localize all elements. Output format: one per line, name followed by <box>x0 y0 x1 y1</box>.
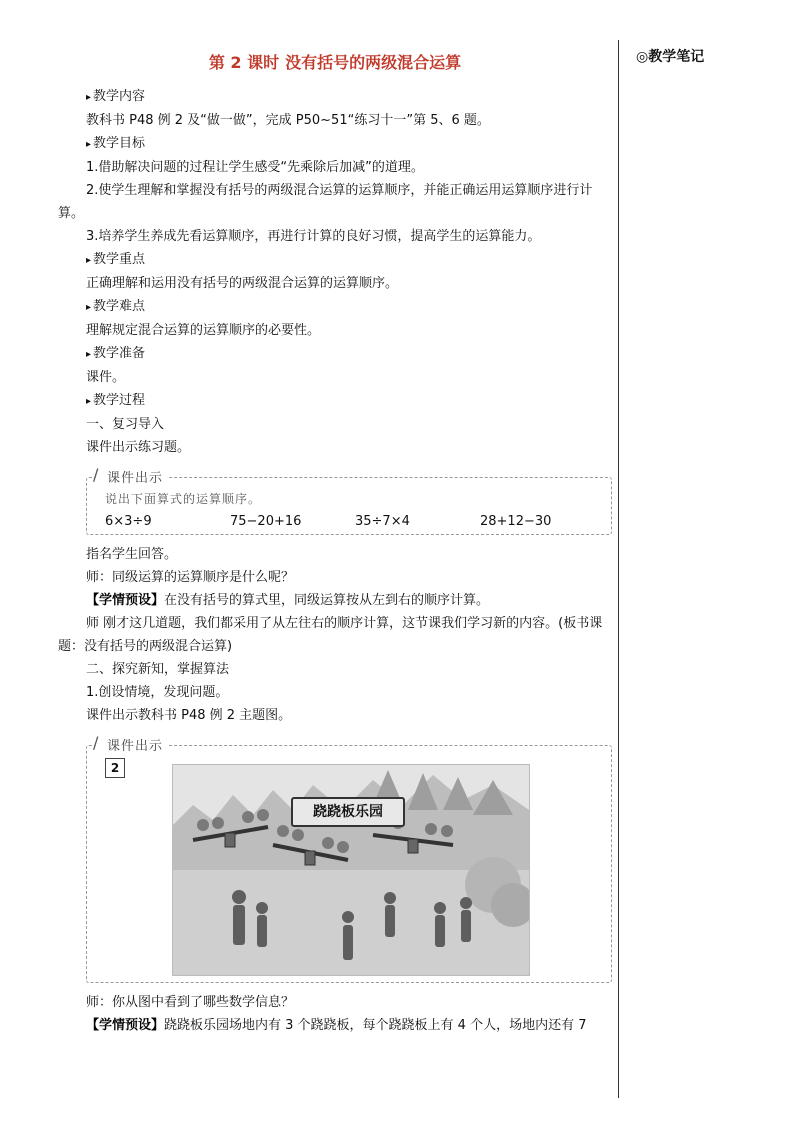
section-2-title: 二、探究新知，掌握算法 <box>86 662 230 677</box>
text-line: 【学情预设】跷跷板乐园场地内有 3 个跷跷板，每个跷跷板上有 4 个人，场地内还有 7 <box>86 1018 587 1033</box>
section-1-title: 一、复习导入 <box>86 417 165 432</box>
text-line: 指名学生回答。 <box>86 547 178 562</box>
courseware-box-image <box>86 733 612 983</box>
notes-column-title: ◎教学笔记 <box>636 49 705 65</box>
heading-key-points: ▸ 教学重点 <box>58 248 612 272</box>
page-title <box>58 50 612 73</box>
section-1-text: 课件出示练习题。 <box>86 440 191 455</box>
box-tab: / 课件出示 <box>95 735 169 754</box>
preset-label: 【学情预设】 <box>86 593 165 608</box>
tab-slash-icon: / <box>93 465 100 484</box>
lesson-topic: 没有括号的两级混合运算 <box>285 53 462 72</box>
lesson-number: 第 2 课时 <box>208 53 280 72</box>
notes-divider <box>618 40 619 1098</box>
expression: 6×3÷9 <box>105 514 152 529</box>
goal-1: 1.借助解决问题的过程让学生感受“先乘除后加减”的道理。 <box>86 160 424 175</box>
text-line: 师 刚才这几道题，我们都采用了从左往右的顺序计算，这节课我们学习新的内容。(板书课题：没有括号的两级混合运算) <box>58 616 603 654</box>
expression: 28+12−30 <box>480 514 552 529</box>
expression: 75−20+16 <box>230 514 302 529</box>
exercise-instruction: 说出下面算式的运算顺序。 <box>105 492 262 506</box>
example-number: 2 <box>105 758 125 778</box>
key-points-text: 正确理解和运用没有括号的两级混合运算的运算顺序。 <box>86 276 399 291</box>
text-line: 师：同级运算的运算顺序是什么呢？ <box>86 570 295 585</box>
heading-difficulties: ▸ 教学难点 <box>58 295 612 319</box>
seesaw-illustration <box>172 764 530 976</box>
preparation-text: 课件。 <box>86 370 126 385</box>
goal-3: 3.培养学生养成先看运算顺序，再进行计算的良好习惯，提高学生的运算能力。 <box>86 229 541 244</box>
box-tab: / 课件出示 <box>95 467 169 486</box>
courseware-box-exercise <box>86 465 612 535</box>
text-line: 【学情预设】在没有括号的算式里，同级运算按从左到右的顺序计算。 <box>86 593 490 608</box>
heading-goals: ▸ 教学目标 <box>58 132 612 156</box>
tab-slash-icon: / <box>93 733 100 752</box>
expression: 35÷7×4 <box>355 514 410 529</box>
content-text: 教科书 P48 例 2 及“做一做”，完成 P50~51“练习十一”第 5、6 题。 <box>86 113 490 128</box>
goal-2: 2.使学生理解和掌握没有括号的两级混合运算的运算顺序，并能正确运用运算顺序进行计算。 <box>58 183 593 221</box>
park-sign: 跷跷板乐园 <box>291 797 405 827</box>
preset-label: 【学情预设】 <box>86 1018 165 1033</box>
text-line: 课件出示教科书 P48 例 2 主题图。 <box>86 708 292 723</box>
heading-preparation: ▸ 教学准备 <box>58 342 612 366</box>
text-line: 师：你从图中看到了哪些数学信息？ <box>86 995 295 1010</box>
text-line: 1.创设情境，发现问题。 <box>86 685 229 700</box>
lesson-content <box>58 50 612 1037</box>
difficulties-text: 理解规定混合运算的运算顺序的必要性。 <box>86 323 321 338</box>
expression-list <box>105 514 605 529</box>
heading-process: ▸ 教学过程 <box>58 389 612 413</box>
heading-content: ▸ 教学内容 <box>58 85 612 109</box>
